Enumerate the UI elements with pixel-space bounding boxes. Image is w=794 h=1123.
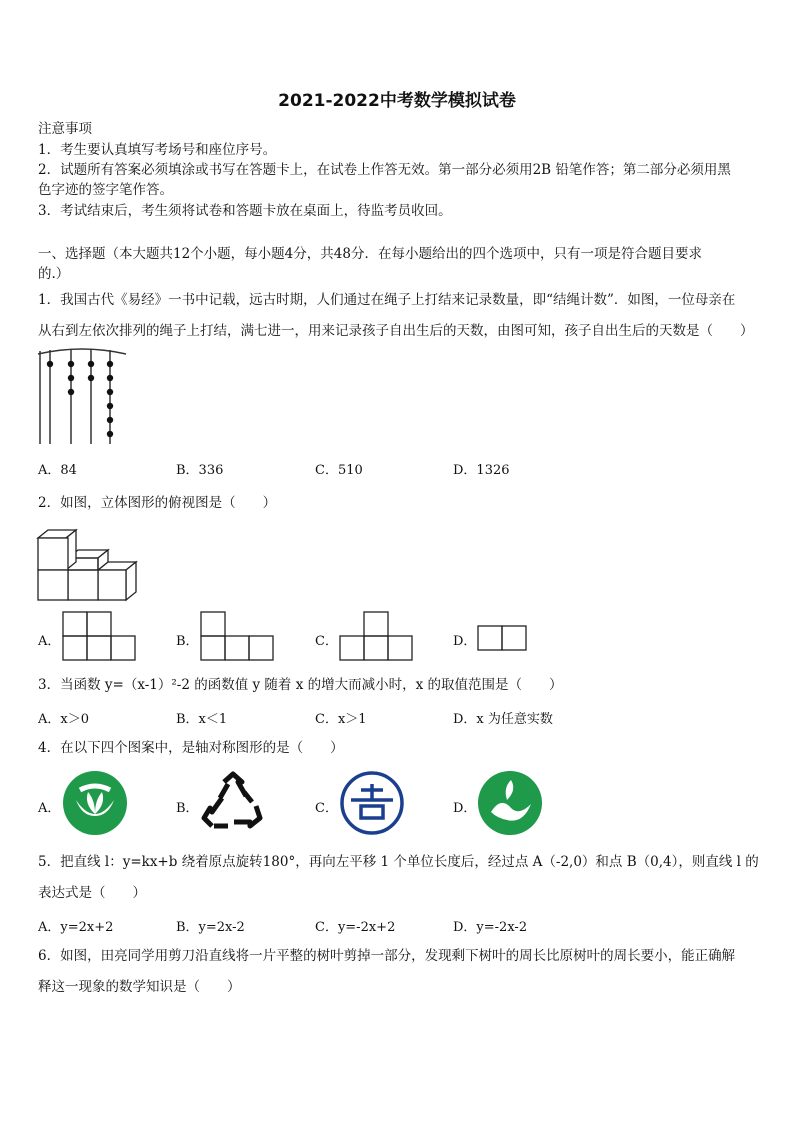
- q2-stem: 2．如图，立体图形的俯视图是（ ）: [38, 495, 277, 511]
- note-item-2-cont: 色字迹的签字笔作答。: [38, 182, 173, 198]
- q4-option-a-label[interactable]: A．: [38, 801, 61, 816]
- q5-option-c[interactable]: C．y=-2x+2: [315, 920, 396, 935]
- q1-stem-line1: 1．我国古代《易经》一书中记载，远古时期，人们通过在绳子上打结来记录数量，即“结绳计数”．如图，一位母亲在: [38, 292, 736, 308]
- q5-stem-line2: 表达式是（ ）: [38, 885, 146, 901]
- q1-option-c[interactable]: C．510: [315, 463, 363, 478]
- q2-option-c-label[interactable]: C．: [315, 634, 338, 649]
- exam-title: 2021-2022中考数学模拟试卷: [278, 91, 516, 111]
- q3-option-d[interactable]: D．x 为任意实数: [453, 712, 553, 727]
- q2-option-c-figure[interactable]: [339, 611, 413, 663]
- note-item-1: 1．考生要认真填写考场号和座位序号。: [38, 142, 277, 158]
- q2-option-a-figure[interactable]: [62, 611, 136, 663]
- q3-option-c[interactable]: C．x＞1: [315, 712, 367, 727]
- section-heading: 一、选择题（本大题共12个小题，每小题4分，共48分．在每小题给出的四个选项中，只有一项是符合题目要求: [38, 246, 702, 262]
- q5-option-d[interactable]: D．y=-2x-2: [453, 920, 528, 935]
- q4-option-c-label[interactable]: C．: [315, 801, 338, 816]
- q2-option-d-figure[interactable]: [477, 625, 527, 651]
- q4-stem: 4．在以下四个图案中，是轴对称图形的是（ ）: [38, 740, 344, 756]
- q5-option-a[interactable]: A．y=2x+2: [38, 920, 114, 935]
- knot-rope-figure: [36, 346, 128, 446]
- note-item-3: 3．考试结束后，考生须将试卷和答题卡放在桌面上，待监考员收回。: [38, 203, 452, 219]
- q3-stem: 3．当函数 y=（x-1）²-2 的函数值 y 随着 x 的增大而减小时，x 的取值范围是（ ）: [38, 677, 563, 693]
- q5-stem-line1: 5．把直线 l：y=kx+b 绕着原点旋转180°，再向左平移 1 个单位长度后，经过点 A（-2,0）和点 B（0,4），则直线 l 的: [38, 854, 759, 870]
- q4-option-b-label[interactable]: B．: [176, 801, 199, 816]
- cube-solid-figure: [36, 528, 140, 604]
- q4-option-b-recycle-icon[interactable]: [200, 770, 266, 836]
- q1-stem-line2: 从右到左依次排列的绳子上打结，满七进一，用来记录孩子自出生后的天数，由图可知，孩子自出生后的天数是（ ）: [38, 323, 754, 339]
- q4-option-a-green-food-logo-icon[interactable]: [62, 770, 128, 836]
- q3-option-b[interactable]: B．x＜1: [176, 712, 228, 727]
- q6-stem-line2: 释这一现象的数学知识是（ ）: [38, 979, 241, 995]
- q2-option-d-label[interactable]: D．: [453, 634, 477, 649]
- q4-option-d-label[interactable]: D．: [453, 801, 477, 816]
- note-item-2: 2．试题所有答案必须填涂或书写在答题卡上，在试卷上作答无效。第一部分必须用2B 铅笔作答；第二部分必须用黑: [38, 162, 731, 178]
- q1-option-a[interactable]: A．84: [38, 463, 77, 478]
- q4-option-c-circle-logo-icon[interactable]: [339, 770, 405, 836]
- q4-option-d-green-leaf-logo-icon[interactable]: [477, 770, 543, 836]
- q1-option-d[interactable]: D．1326: [453, 463, 510, 478]
- q2-option-b-figure[interactable]: [200, 611, 276, 663]
- q2-option-a-label[interactable]: A．: [38, 634, 61, 649]
- section-heading-cont: 的.）: [38, 266, 70, 282]
- q6-stem-line1: 6．如图，田亮同学用剪刀沿直线将一片平整的树叶剪掉一部分，发现剩下树叶的周长比原树叶的周长要小，能正确解: [38, 948, 736, 964]
- q3-option-a[interactable]: A．x＞0: [38, 712, 89, 727]
- q5-option-b[interactable]: B．y=2x-2: [176, 920, 245, 935]
- q2-option-b-label[interactable]: B．: [176, 634, 199, 649]
- q1-option-b[interactable]: B．336: [176, 463, 224, 478]
- notes-heading: 注意事项: [38, 121, 92, 137]
